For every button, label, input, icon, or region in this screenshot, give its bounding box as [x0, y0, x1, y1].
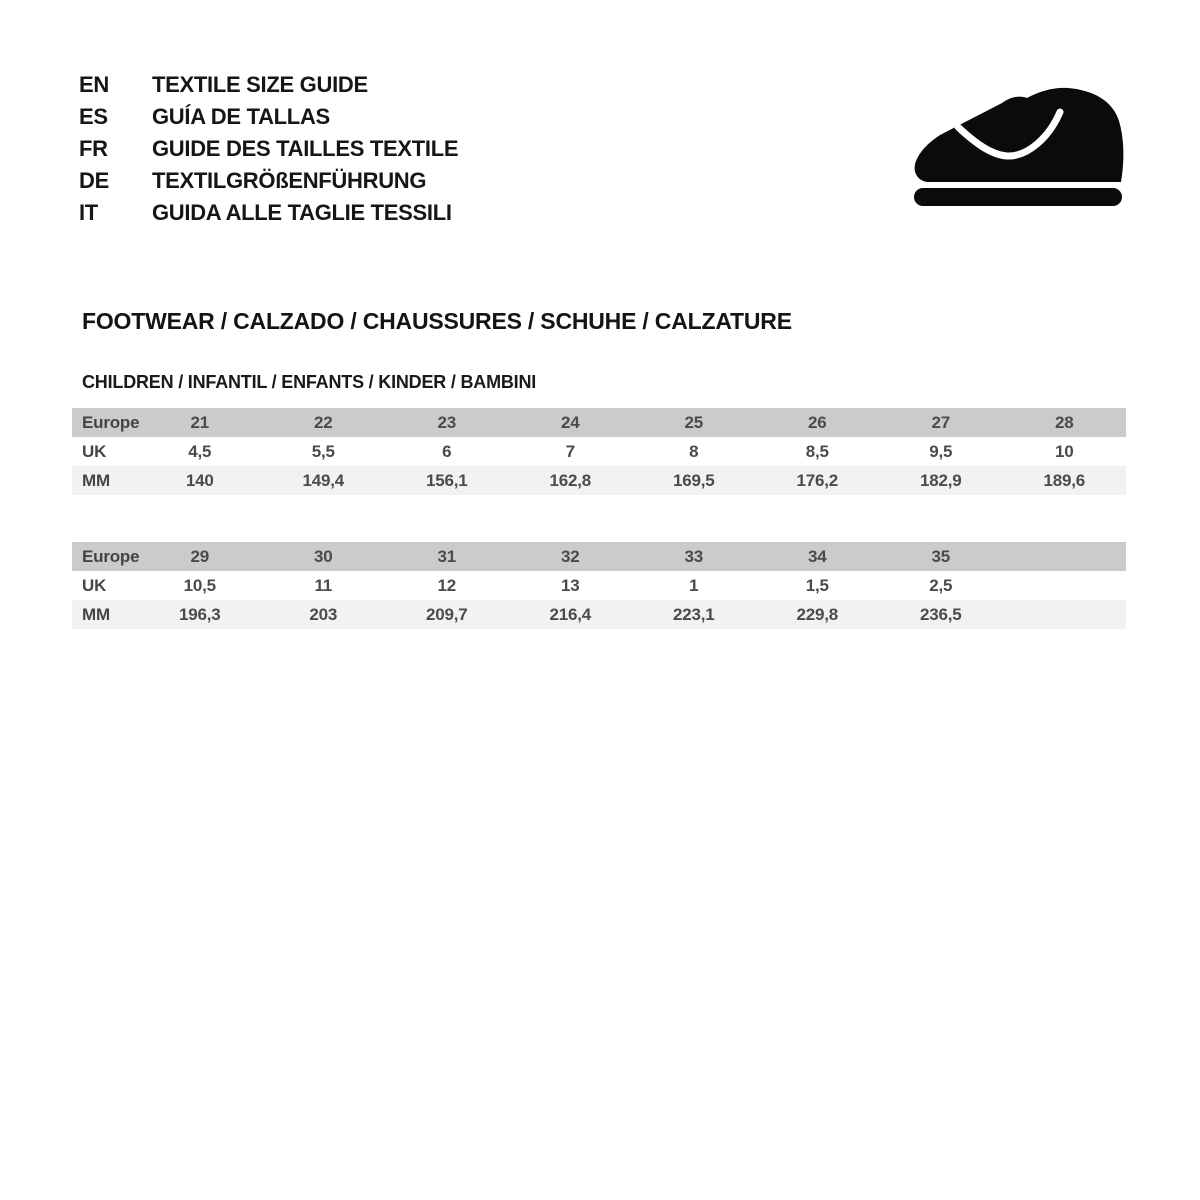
size-cell: 182,9: [919, 470, 962, 490]
size-cell: 229,8: [796, 604, 839, 624]
size-cell: 22: [313, 412, 333, 432]
size-cell: 32: [560, 546, 580, 566]
table-row-uk: [72, 571, 1126, 600]
language-row-es: [79, 101, 458, 133]
language-code: IT: [79, 200, 98, 225]
size-cell: 216,4: [549, 604, 592, 624]
size-cell: 8,5: [805, 441, 829, 461]
language-code: ES: [79, 104, 108, 129]
language-title: GUÍA DE TALLAS: [152, 104, 330, 129]
language-title: TEXTILGRÖßENFÜHRUNG: [152, 168, 427, 193]
table-row-mm: [72, 600, 1126, 629]
size-cell: 10,5: [183, 575, 216, 595]
size-cell: 26: [807, 412, 827, 432]
size-cell: 11: [314, 575, 333, 595]
table-row-europe: [72, 408, 1126, 437]
size-cell: 209,7: [425, 604, 468, 624]
size-cell: 10: [1054, 441, 1074, 461]
table-row-mm: [72, 466, 1126, 495]
language-title: GUIDE DES TAILLES TEXTILE: [152, 136, 459, 161]
size-cell: 203: [309, 604, 338, 624]
size-cell: 1: [689, 575, 699, 595]
size-cell: 35: [931, 546, 950, 566]
size-table-children-1: [72, 408, 1126, 495]
language-code: DE: [79, 168, 109, 193]
size-table-children-2: [72, 542, 1126, 629]
size-cell: 5,5: [311, 441, 335, 461]
size-cell: 25: [684, 412, 703, 432]
size-cell: 189,6: [1043, 470, 1086, 490]
language-code: FR: [79, 136, 108, 161]
size-cell: 196,3: [178, 604, 221, 624]
subsection-title: CHILDREN / INFANTIL / ENFANTS / KINDER / BAMBINI: [82, 372, 537, 392]
row-label: UK: [82, 441, 107, 461]
language-row-en: [79, 69, 458, 101]
size-cell: 176,2: [796, 470, 839, 490]
language-row-fr: [79, 133, 458, 165]
language-row-de: [79, 165, 458, 197]
table-row-uk: [72, 437, 1126, 466]
language-title: GUIDA ALLE TAGLIE TESSILI: [152, 200, 452, 225]
section-title: FOOTWEAR / CALZADO / CHAUSSURES / SCHUHE / CALZATURE: [82, 308, 792, 334]
size-cell: 1,5: [805, 575, 829, 595]
size-cell: 12: [437, 575, 456, 595]
row-label: UK: [82, 575, 107, 595]
row-label: MM: [82, 470, 110, 490]
table-row-europe: [72, 542, 1126, 571]
size-cell: 4,5: [188, 441, 212, 461]
row-label: MM: [82, 604, 110, 624]
size-cell: 21: [190, 412, 209, 432]
size-cell: 223,1: [672, 604, 715, 624]
size-cell: 6: [442, 441, 452, 461]
children-shoe-icon: [910, 86, 1126, 210]
size-cell: 30: [313, 546, 333, 566]
size-cell: 13: [560, 575, 580, 595]
size-cell: 7: [565, 441, 575, 461]
size-cell: 34: [807, 546, 827, 566]
size-cell: 31: [437, 546, 456, 566]
language-row-it: [79, 197, 458, 229]
size-cell: 8: [689, 441, 699, 461]
language-code: EN: [79, 72, 109, 97]
size-cell: 27: [931, 412, 950, 432]
language-title: TEXTILE SIZE GUIDE: [152, 72, 368, 97]
size-cell: 23: [437, 412, 456, 432]
size-cell: 24: [560, 412, 580, 432]
size-cell: 149,4: [302, 470, 345, 490]
size-cell: 33: [684, 546, 703, 566]
size-cell: 169,5: [672, 470, 715, 490]
size-cell: 236,5: [919, 604, 962, 624]
size-cell: 29: [190, 546, 209, 566]
size-cell: 28: [1054, 412, 1074, 432]
size-cell: 9,5: [929, 441, 953, 461]
row-label: Europe: [82, 412, 140, 432]
size-cell: 156,1: [425, 470, 468, 490]
language-title-list: [79, 69, 458, 229]
row-label: Europe: [82, 546, 140, 566]
size-cell: 162,8: [549, 470, 592, 490]
size-cell: 2,5: [929, 575, 953, 595]
size-cell: 140: [185, 470, 214, 490]
